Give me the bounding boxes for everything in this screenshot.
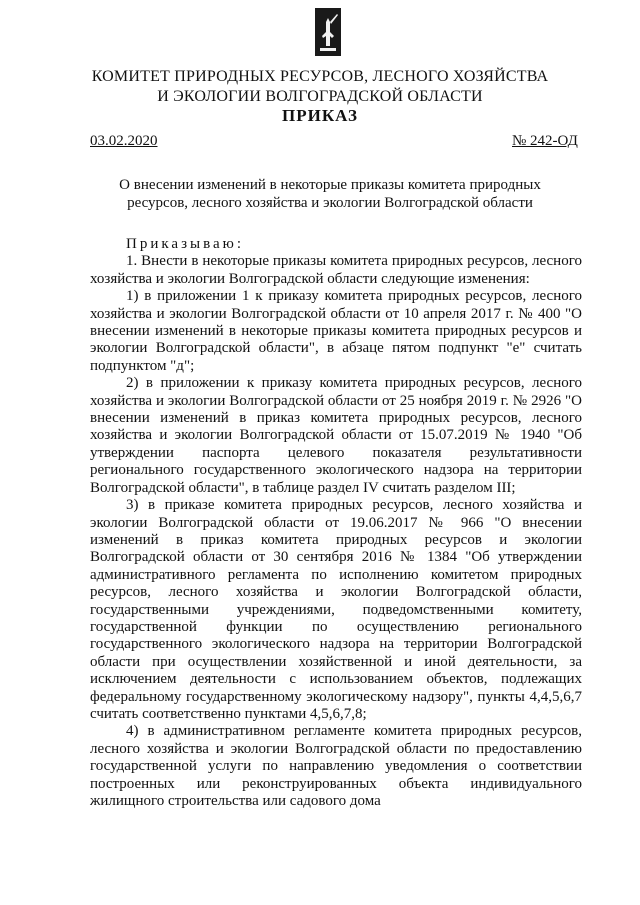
document-type-title: ПРИКАЗ (282, 106, 358, 125)
emblem-icon (315, 8, 341, 56)
organization-name-line2: И ЭКОЛОГИИ ВОЛГОГРАДСКОЙ ОБЛАСТИ (157, 88, 483, 105)
subparagraph-3: 3) в приказе комитета природных ресурсов, лесного хозяйства и экологии Волгоградской области от 19.06.2017 № 966 "О внесении изменений в приказ комитета природных ресурсов и экологии Волгоградской области от 30 сентября 2016 № 1384 "Об утверждении административного регламента по исполнению комитетом природных ресурсов, лесного хозяйства и экологии Волгоградской области, государственными учреждениями, подведомственными комитету, государственной функции по осуществлению регионального государственного экологического надзора на территории Волгоградской области при осуществлении хозяйственной и иной деятельности, за исключением деятельности с использованием объектов, подлежащих федеральному государственному экологическому надзору", пункты 4,4,5,6,7 считать соответственно пунктами 4,5,6,7,8; (90, 497, 582, 722)
directive-word: Приказываю: (126, 236, 244, 252)
paragraph-1: 1. Внести в некоторые приказы комитета природных ресурсов, лесного хозяйства и экологии Волгоградской области следующие изменения: (90, 253, 582, 287)
subparagraph-4: 4) в административном регламенте комитета природных ресурсов, лесного хозяйства и экологии Волгоградской области по предоставлению государственной услуги по направлению уведомления о соответствии построенных или реконструированных объекта индивидуального жилищного строительства или садового дома (90, 723, 582, 809)
order-body (90, 236, 582, 810)
order-date: 03.02.2020 (90, 133, 158, 149)
subparagraph-2: 2) в приложении к приказу комитета природных ресурсов, лесного хозяйства и экологии Волгоградской области от 25 ноября 2019 г. № 2926 "О внесении изменений в приказ комитета природных ресурсов, лесного хозяйства и экологии Волгоградской области от 15.07.2019 № 1940 "Об утверждении паспорта целевого показателя результативности регионального государственного экологического надзора на территории Волгоградской области", в таблице раздел IV считать разделом III; (90, 375, 582, 496)
order-subject: О внесении изменений в некоторые приказы комитета природных ресурсов, лесного хозяйства и экологии Волгоградской области (119, 177, 541, 211)
organization-name-line1: КОМИТЕТ ПРИРОДНЫХ РЕСУРСОВ, ЛЕСНОГО ХОЗЯЙСТВА (91, 68, 549, 85)
order-number: № 242-ОД (512, 133, 578, 149)
subparagraph-1: 1) в приложении 1 к приказу комитета природных ресурсов, лесного хозяйства и экологии Волгоградской области от 10 апреля 2017 г. № 400 "О внесении изменений в некоторые приказы комитета природных ресурсов и экологии Волгоградской области", в абзаце пятом подпункт "е" считать подпунктом "д"; (90, 288, 582, 374)
